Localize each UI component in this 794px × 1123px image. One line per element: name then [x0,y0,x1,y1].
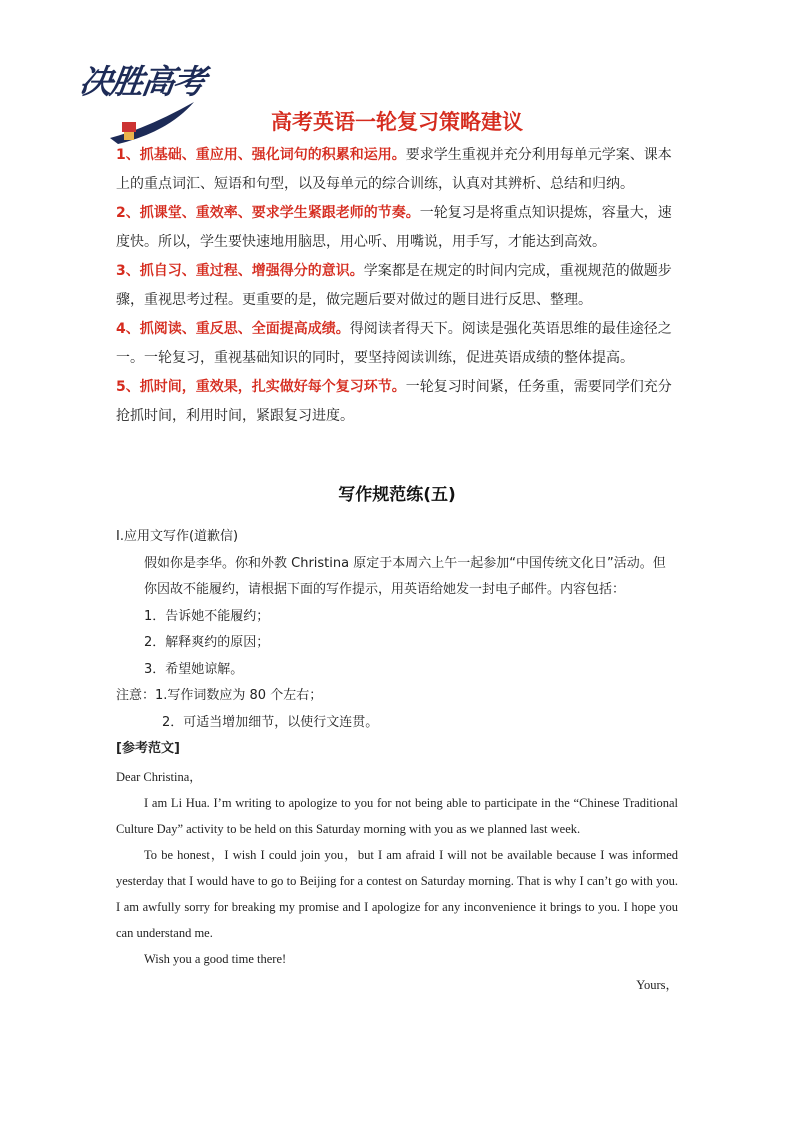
strategy-tips [116,141,678,431]
essay-paragraph: I am Li Hua. I’m writing to apologize to you for not being able to participate in the “Chinese Traditional Culture Day” activity to be held on this Saturday morning with you as we planned last week. [116,796,678,836]
tip-item: 3、抓自习、重过程、增强得分的意识。学案都是在规定的时间内完成，重视规范的做题步骤，重视思考过程。更重要的是，做完题后要对做过的题目进行反思、整理。 [116,263,672,308]
essay-closing: Yours， [636,978,678,992]
model-essay [116,764,678,998]
task-point: 2．解释爽约的原因； [144,635,270,650]
task-point: 1．告诉她不能履约； [144,608,270,624]
tip-item: 5、抓时间，重效果，扎实做好每个复习环节。一轮复习时间紧，任务重，需要同学们充分抢抓时间，利用时间，紧跟复习进度。 [116,379,672,424]
task-point: 3．希望她谅解。 [144,661,244,677]
tip-item: 2、抓课堂、重效率、要求学生紧跟老师的节奏。一轮复习是将重点知识提炼，容量大，速度快。所以，学生要快速地用脑思，用心听、用嘴说，用手写，才能达到高效。 [116,205,672,250]
writing-task [116,524,678,763]
task-note: 注意：1.写作词数应为 80 个左右； [116,688,323,703]
task-note: 2．可适当增加细节，以使行文连贯。 [162,714,379,730]
logo-text: 决胜高考 [76,62,207,101]
essay-paragraph: To be honest，I wish I could join you，but I am afraid I will not be available because I was informed yesterday that I would have to go to Beijing for a contest on Saturday morning. That is why I can’t go with you. I am awfully sorry for breaking my promise and I apologize for any inconvenience it brings to you. I hope you can understand me. [116,848,678,940]
essay-greeting: Dear Christina， [116,770,202,784]
task-prompt: 假如你是李华。你和外教 Christina 原定于本周六上午一起参加“中国传统文化日”活动。但你因故不能履约，请根据下面的写作提示，用英语给她发一封电子邮件。内容包括： [144,555,666,597]
reference-label: [参考范文] [116,741,180,756]
essay-paragraph: Wish you a good time there! [144,952,287,966]
tip-item: 1、抓基础、重应用、强化词句的积累和运用。要求学生重视并充分利用每单元学案、课本上的重点词汇、短语和句型，以及每单元的综合训练，认真对其辨析、总结和归纳。 [116,147,672,192]
section-title: 写作规范练(五) [338,485,456,505]
task-section-label: Ⅰ.应用文写作(道歉信) [116,529,239,544]
page-title: 高考英语一轮复习策略建议 [271,110,523,134]
tip-item: 4、抓阅读、重反思、全面提高成绩。得阅读者得天下。阅读是强化英语思维的最佳途径之一。一轮复习，重视基础知识的同时，要坚持阅读训练，促进英语成绩的整体提高。 [116,321,672,366]
